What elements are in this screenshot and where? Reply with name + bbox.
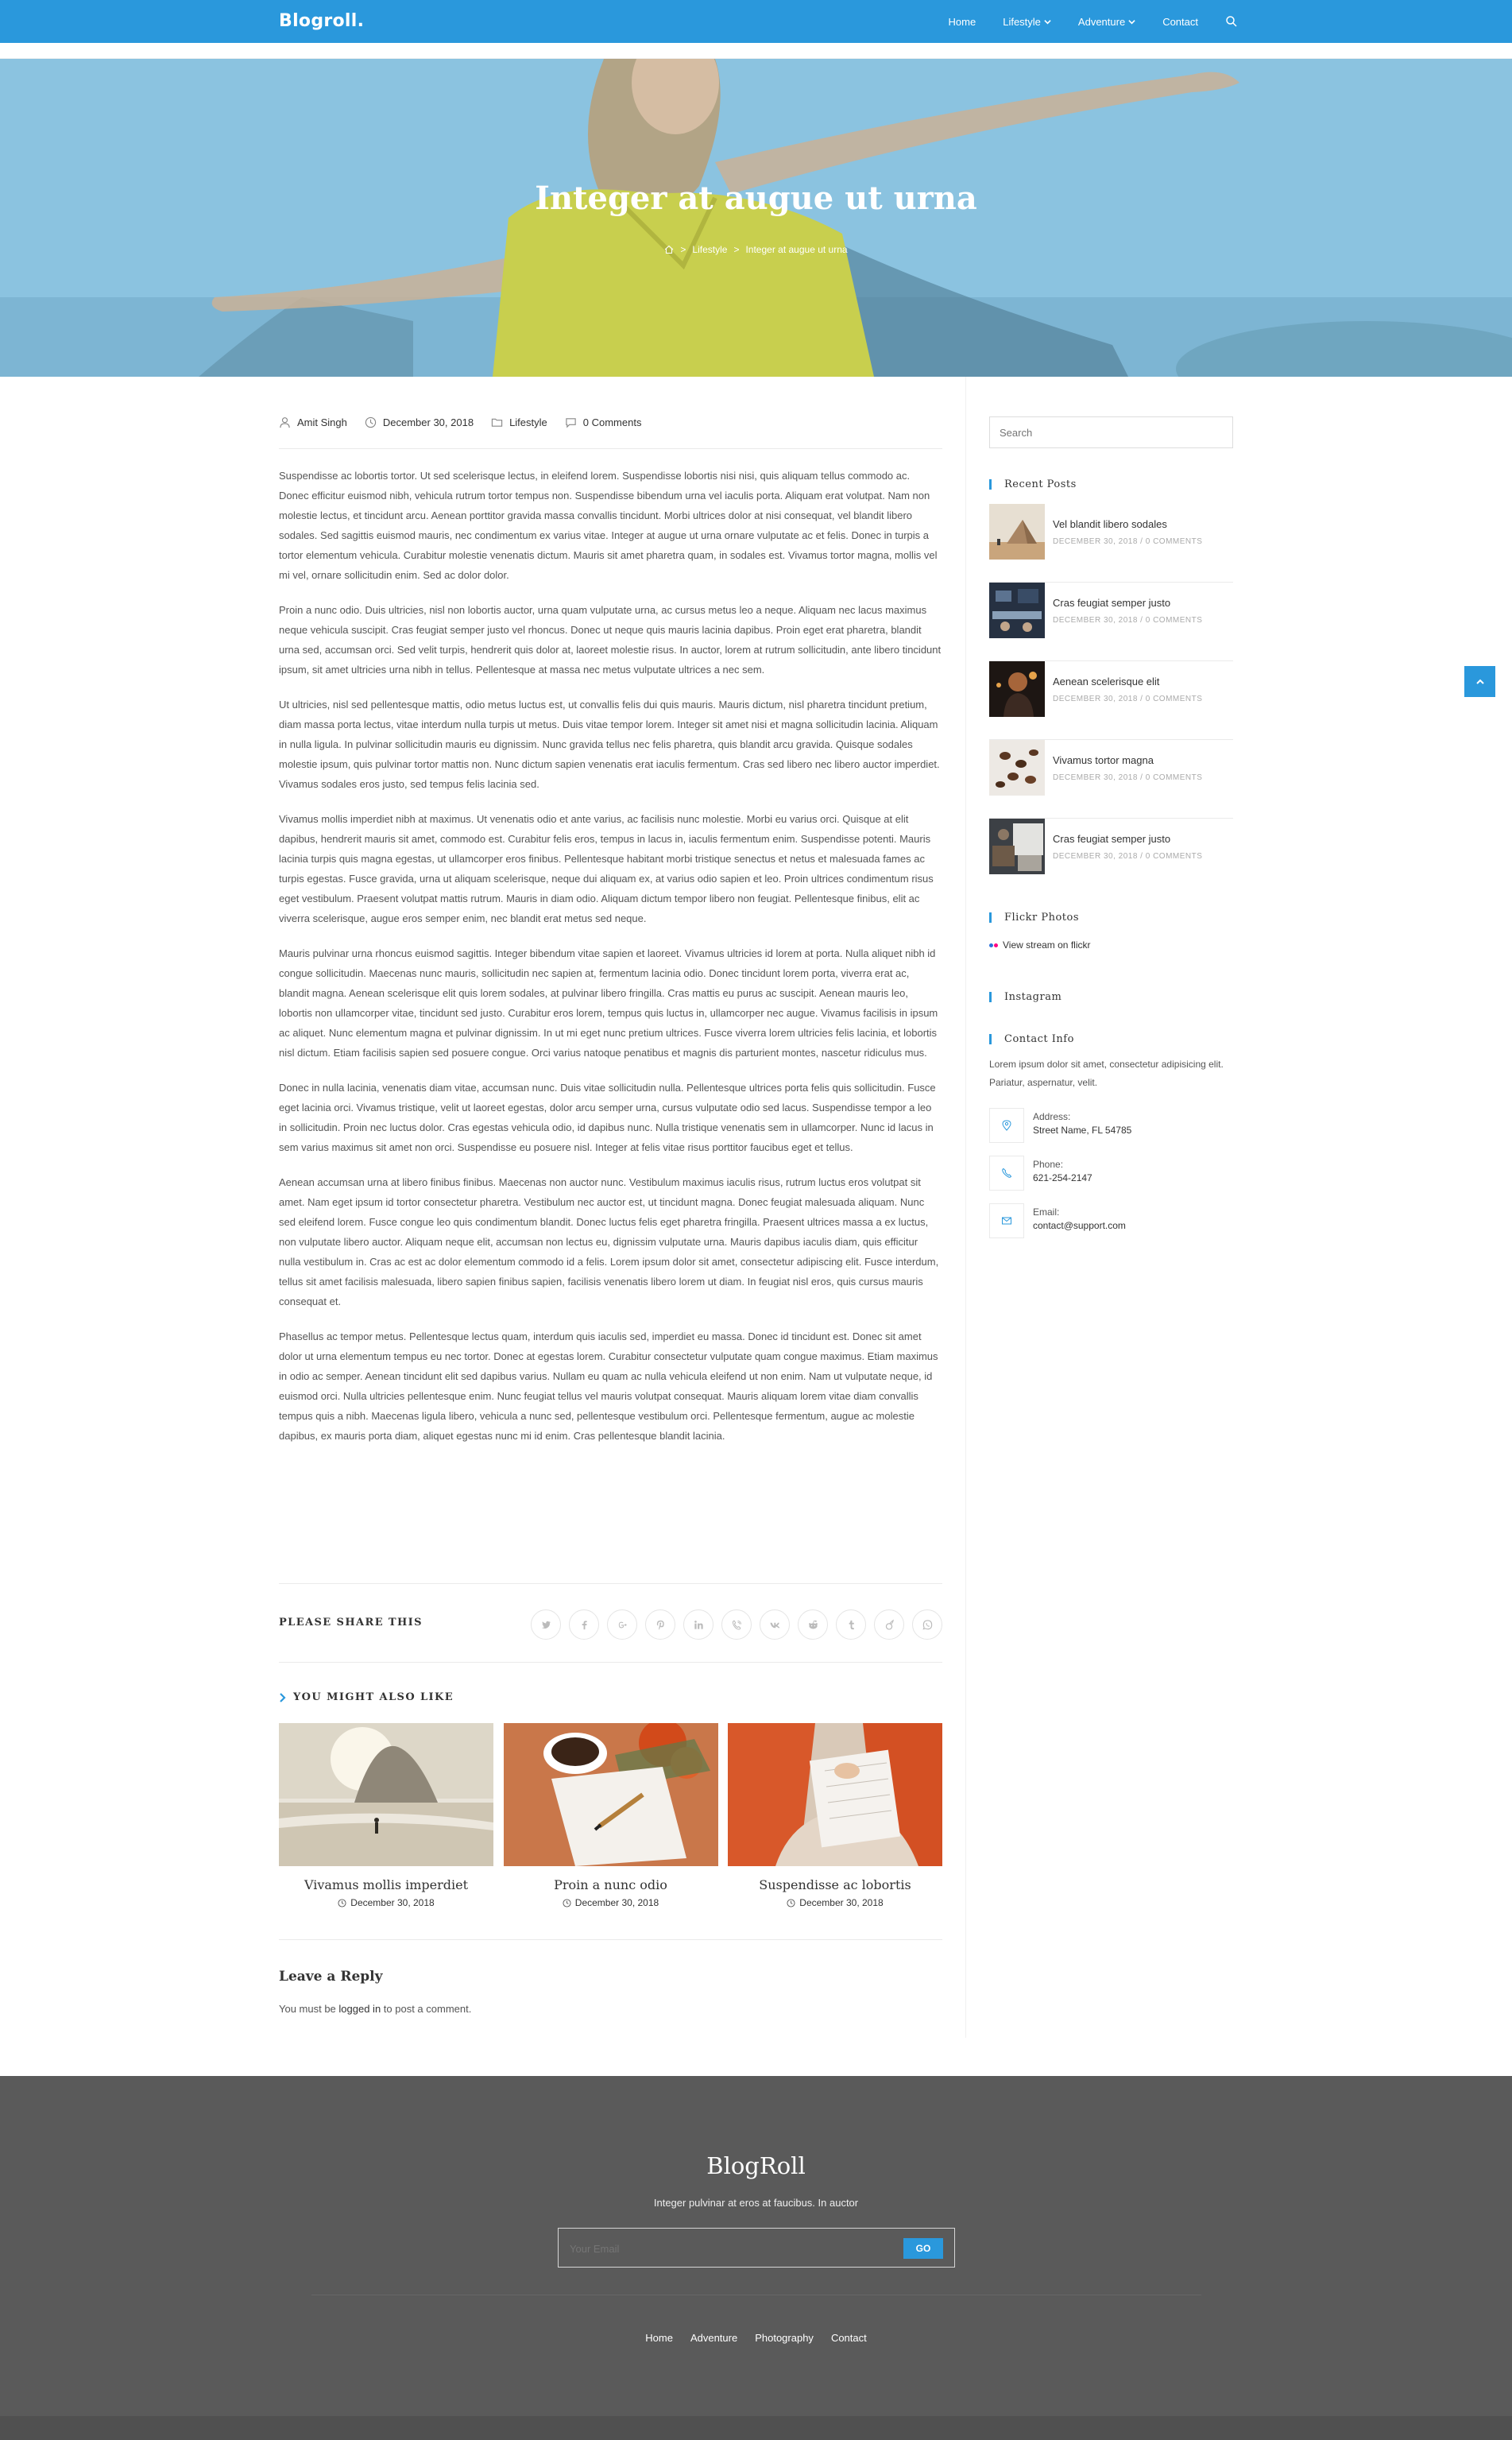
newsletter-submit-button[interactable]: GO xyxy=(903,2238,943,2259)
contact-label: Email: xyxy=(1033,1206,1060,1218)
post-meta xyxy=(279,416,652,428)
location-pin-icon xyxy=(1001,1120,1012,1131)
related-posts xyxy=(279,1723,942,1908)
recent-post-title[interactable]: Cras feugiat semper justo xyxy=(1053,833,1171,845)
contact-value: Street Name, FL 54785 xyxy=(1033,1125,1132,1136)
recent-post-meta: DECEMBER 30, 2018 / 0 COMMENTS xyxy=(1053,537,1203,546)
nav-label: Lifestyle xyxy=(1003,15,1041,28)
newsletter-form xyxy=(558,2228,955,2268)
divider xyxy=(279,1939,942,1940)
related-post-card[interactable] xyxy=(504,1723,718,1908)
share-vk-button[interactable] xyxy=(760,1609,790,1640)
related-post-title[interactable]: Vivamus mollis imperdiet xyxy=(304,1877,469,1892)
breadcrumb-separator: > xyxy=(680,244,686,255)
chevron-right-icon xyxy=(279,1693,287,1702)
header-spacer xyxy=(0,43,1512,59)
contact-value[interactable]: 621-254-2147 xyxy=(1033,1172,1092,1183)
contact-icon-box xyxy=(989,1108,1024,1143)
post-paragraph: Proin a nunc odio. Duis ultricies, nisl non lobortis auctor, urna quam vulputate urna, ac cursus metus leo a neque. Aliquam nec lacus maximus neque vehicula suscipit. Cras feugiat semper justo vel rhoncus. Donec ut neque quis mauris lacinia dapibus. Proin eget erat pharetra, blandit urna sed, accumsan orci. Sed velit turpis, hendrerit quis dolor at, laoreet molestie risus. In auctor, lorem at rutrum sollicitudin, ante libero tincidunt ipsum, sit amet ultricies urna nibh in tellus. Pellentesque at massa nec metus vulputate ultrices a nec sem. xyxy=(279,604,942,676)
contact-info-title: Contact Info xyxy=(989,1033,1074,1045)
post-author-name[interactable]: Amit Singh xyxy=(297,416,347,428)
recent-post-date: DECEMBER 30, 2018 xyxy=(1053,616,1138,625)
twitter-icon xyxy=(540,1619,552,1631)
search-icon[interactable] xyxy=(1225,15,1238,28)
tumblr-icon xyxy=(845,1619,857,1631)
post-category-link[interactable]: Lifestyle xyxy=(509,416,547,428)
related-post-card[interactable] xyxy=(728,1723,942,1908)
comment-icon xyxy=(565,416,577,428)
back-to-top-button[interactable] xyxy=(1464,666,1495,697)
share-pinterest-button[interactable] xyxy=(645,1609,675,1640)
recent-post-comments[interactable]: 0 COMMENTS xyxy=(1145,695,1203,703)
reddit-icon xyxy=(807,1619,819,1631)
post-author xyxy=(279,416,347,428)
recent-post[interactable] xyxy=(989,740,1233,819)
site-footer xyxy=(0,2076,1512,2416)
site-logo[interactable]: Blogroll. xyxy=(279,11,365,31)
contact-icon-box xyxy=(989,1156,1024,1191)
share-bar xyxy=(279,1583,942,1663)
recent-post-comments[interactable]: 0 COMMENTS xyxy=(1145,537,1203,546)
flickr-link-text[interactable]: View stream on flickr xyxy=(1003,939,1091,951)
contact-description: Lorem ipsum dolor sit amet, consectetur adipisicing elit. Pariatur, aspernatur, velit. xyxy=(989,1059,1224,1088)
related-post-image[interactable] xyxy=(279,1723,493,1866)
post-paragraph: Aenean accumsan urna at libero finibus finibus. Maecenas non auctor nunc. Vestibulum maximus iaculis risus, rutrum luctus eros volutpat sit amet. Nam eget ipsum id tortor consectetur pharetra. Vestibulum nec auctor est, ut tincidunt magna. Donec feugiat malesuada aliquam. Nunc sed eleifend lorem. Fusce congue leo quis condimentum blandit. Donec luctus felis eget pharetra fringilla. Praesent ultrices massa a ex luctus, non vulputate libero auctor. Aliquam neque elit, accumsan non lectus eu, dignissim vulputate urna. Mauris dapibus iaculis diam, quis efficitur nulla vestibulum in. Cras ac est ac dolor elementum commodo id a felis. Lorem ipsum dolor sit amet, consectetur adipiscing elit. Fusce interdum, tellus sit amet facilisis malesuada, libero sapien finibus sapien, facilisis venenatis libero lorem ut diam. In feugiat nisl eros, quis cursus mauris consequat et. xyxy=(279,1176,939,1307)
recent-post-meta: DECEMBER 30, 2018 / 0 COMMENTS xyxy=(1053,852,1203,861)
post-date-text: December 30, 2018 xyxy=(382,416,474,428)
recent-post-meta: DECEMBER 30, 2018 / 0 COMMENTS xyxy=(1053,773,1203,782)
share-reddit-button[interactable] xyxy=(798,1609,828,1640)
share-facebook-button[interactable] xyxy=(569,1609,599,1640)
whatsapp-icon xyxy=(922,1619,934,1631)
post-comments-link[interactable]: 0 Comments xyxy=(582,416,642,428)
reply-note-suffix: to post a comment. xyxy=(381,2003,472,2015)
share-linkedin-button[interactable] xyxy=(683,1609,713,1640)
flickr-icon xyxy=(989,943,998,947)
clock-icon xyxy=(563,1899,571,1907)
main-nav xyxy=(949,0,1238,43)
flickr-stream-link[interactable] xyxy=(989,939,1090,951)
divider xyxy=(279,448,942,449)
nav-item-home[interactable] xyxy=(949,16,976,28)
recent-post[interactable] xyxy=(989,819,1233,897)
breadcrumb-current: Integer at augue ut urna xyxy=(745,244,848,255)
reply-note-prefix: You must be xyxy=(279,2003,339,2015)
footer-nav-home[interactable]: Home xyxy=(645,2332,673,2344)
footer-nav xyxy=(0,2332,1512,2344)
share-googleplus-button[interactable] xyxy=(607,1609,637,1640)
footer-bottom-bar xyxy=(0,2416,1512,2440)
related-post-card[interactable] xyxy=(279,1723,493,1908)
page-title: Integer at augue ut urna xyxy=(535,180,977,217)
recent-post-meta: DECEMBER 30, 2018 / 0 COMMENTS xyxy=(1053,695,1203,703)
sidebar-divider xyxy=(965,377,966,2038)
instagram-title: Instagram xyxy=(989,991,1061,1003)
related-posts-title-text: YOU MIGHT ALSO LIKE xyxy=(293,1691,454,1703)
breadcrumb-category[interactable]: Lifestyle xyxy=(692,244,728,255)
related-post-image[interactable] xyxy=(728,1723,942,1866)
hero-image xyxy=(0,59,1512,377)
related-posts-title xyxy=(279,1691,454,1703)
footer-title: BlogRoll xyxy=(706,2152,806,2179)
related-post-date xyxy=(279,1897,493,1908)
phone-icon xyxy=(1001,1168,1012,1179)
recent-post-date: DECEMBER 30, 2018 xyxy=(1053,695,1138,703)
google-plus-icon xyxy=(617,1619,628,1631)
share-tumblr-button[interactable] xyxy=(836,1609,866,1640)
post-body xyxy=(279,466,942,1461)
footer-nav-contact[interactable]: Contact xyxy=(830,2332,867,2344)
recent-posts-list xyxy=(989,504,1233,897)
reply-login-note xyxy=(279,2003,471,2015)
post-paragraph: Suspendisse ac lobortis tortor. Ut sed scelerisque lectus, in eleifend lorem. Suspendisse lobortis nisi nisi, quis aliquam tellus commodo ac. Donec efficitur euismod nibh, vehicula rutrum tortor tempus non. Suspendisse bibendum urna vel iaculis porta. Aliquam erat volutpat. Nam non molestie lectus, et tincidunt arcu. Aenean porttitor gravida massa convallis tincidunt. Morbi ultrices dolor at nisi consequat, vel blandit libero sodales. Sed sagittis euismod mauris, nec condimentum ex varius vitae. Integer at augue ut urna ornare vulputate ac et felis. Donec in turpis a tortor elementum vehicula. Curabitur molestie venenatis dictum. Mauris sit amet pharetra quam, in sodales est. Vivamus tortor magna, mollis vel mi vel, ornare sollicitudin enim. Sed ac dolor dolor. xyxy=(279,470,938,581)
site-header xyxy=(0,0,1512,43)
share-viadeo-button[interactable] xyxy=(874,1609,904,1640)
contact-email xyxy=(989,1203,1233,1240)
vk-icon xyxy=(769,1619,781,1631)
recent-post-title[interactable]: Vivamus tortor magna xyxy=(1053,754,1154,766)
nav-item-lifestyle[interactable] xyxy=(1003,16,1051,28)
recent-post-date: DECEMBER 30, 2018 xyxy=(1053,773,1138,782)
recent-post-thumbnail[interactable] xyxy=(989,740,1045,796)
footer-nav-adventure[interactable]: Adventure xyxy=(690,2332,738,2344)
related-post-date xyxy=(728,1897,942,1908)
recent-post-comments[interactable]: 0 COMMENTS xyxy=(1145,616,1203,625)
footer-nav-photography[interactable]: Photography xyxy=(755,2332,814,2344)
recent-post-comments[interactable]: 0 COMMENTS xyxy=(1145,773,1203,782)
related-post-image[interactable] xyxy=(504,1723,718,1866)
contact-address xyxy=(989,1108,1233,1144)
viadeo-icon xyxy=(884,1619,895,1631)
recent-post[interactable] xyxy=(989,504,1233,583)
footer-tagline: Integer pulvinar at eros at faucibus. In auctor xyxy=(653,2197,859,2209)
nav-label: Contact xyxy=(1162,15,1198,28)
post-paragraph: Phasellus ac tempor metus. Pellentesque lectus quam, interdum quis iaculis sed, imperdiet eu massa. Donec id tincidunt est. Donec sit amet dolor ut urna elementum tempus eu nec tortor. Donec at egestas lorem. Curabitur consectetur vulputate quam congue maximus. Etiam maximus in odio ac semper. Aenean tincidunt elit sed dapibus varius. Nullam eu quam ac nulla vehicula eleifend ut non enim. Nam ut vulputate neque, id euismod orci. Nulla ultricies pellentesque enim. Nunc feugiat tellus vel mauris volutpat consequat. Mauris aliquam lorem vitae diam convallis tempus quis a nibh. Maecenas ligula libero, vehicula a nunc sed, pellentesque vestibulum orci. Pellentesque fermentum, augue ac molestie dapibus, ex mauris porta diam, aliquet egestas nunc mi id enim. Cras pellentesque blandit lacinia. xyxy=(279,1330,938,1442)
recent-post-comments[interactable]: 0 COMMENTS xyxy=(1145,852,1203,861)
viber-icon xyxy=(731,1619,743,1631)
nav-label: Adventure xyxy=(1077,15,1126,28)
post-paragraph: Donec in nulla lacinia, venenatis diam vitae, accumsan nunc. Duis vitae sollicitudin nulla. Pellentesque ultrices porta felis quis sollicitudin. Fusce eget lacinia orci. Vivamus tristique, velit ut laoreet egestas, dolor arcu semper urna, cursus vulputate odio sed lacus. Suspendisse tempor a leo in sollicitudin. Proin nec luctus dolor. Cras egestas vehicula odio, id dapibus nunc. Nulla tristique venenatis sem in ullamcorper. Nunc id lacus in sem varius maximus sit amet non orci. Suspendisse eu posuere nisl. Integer at felis vitae risus porttitor faucibus eget et tellus. xyxy=(279,1082,936,1153)
recent-post-title[interactable]: Aenean scelerisque elit xyxy=(1053,676,1160,687)
clock-icon xyxy=(787,1899,795,1907)
related-post-title[interactable]: Proin a nunc odio xyxy=(554,1877,667,1892)
contact-label: Phone: xyxy=(1033,1159,1064,1170)
recent-post-date: DECEMBER 30, 2018 xyxy=(1053,852,1138,861)
recent-posts-title: Recent Posts xyxy=(989,478,1077,490)
clock-icon xyxy=(365,416,377,428)
related-post-date xyxy=(504,1897,718,1908)
post-comments xyxy=(565,416,642,428)
post-paragraph: Ut ultricies, nisl sed pellentesque mattis, odio metus luctus est, ut convallis felis dui quis mauris. Mauris dictum, nisl pharetra tincidunt pretium, diam massa porta lectus, vitae interdum nulla turpis ut metus. Duis vitae tempor lorem. Integer sit amet nisi et magna sollicitudin lacinia. Aliquam in nulla ligula. In pulvinar sollicitudin mauris eu dignissim. Nunc gravida tellus nec felis pharetra, quis blandit arcu gravida. Quisque sodales molestie ipsum, quis pulvinar tortor mattis non. Nunc dictum sapien venenatis erat iaculis fermentum. Cras sed libero nec libero auctor imperdiet. Vivamus sodales eros justo, sed tempus felis lacinia sed. xyxy=(279,699,940,790)
contact-value[interactable]: contact@support.com xyxy=(1033,1220,1126,1231)
email-icon xyxy=(1001,1215,1012,1226)
post-paragraph: Mauris pulvinar urna rhoncus euismod sagittis. Integer bibendum vitae sapien et laoreet. Vivamus ultricies id lorem at porta. Nulla aliquet nibh id congue sollicitudin. Maecenas nunc mauris, sollicitudin nec sapien at, fermentum lacinia odio. Donec tincidunt lorem porta, viverra erat ac, blandit magna. Aenean scelerisque elit quis lorem sodales, at pulvinar libero fringilla. Cras mattis eu purus ac suscipit. Aenean mauris leo, lobortis non ullamcorper vitae, tincidunt sed justo. Curabitur eros lorem, tempus quis luctus in, ullamcorper nec augue. Vivamus facilisis in ipsum ac aliquet. Nunc elementum magna et pulvinar dignissim. In ut mi eget nunc pretium ultrices. Fusce viverra lorem ultricies felis lacinia, et lobortis nisl dictum. Etiam facilisis sapien sed posuere congue. Orci varius natoque penatibus et magnis dis parturient montes, nascetur ridiculus mus. xyxy=(279,947,938,1059)
recent-post[interactable] xyxy=(989,583,1233,661)
nav-item-contact[interactable] xyxy=(1162,16,1198,28)
recent-post-title[interactable]: Cras feugiat semper justo xyxy=(1053,597,1171,609)
home-icon[interactable] xyxy=(664,245,674,254)
chevron-down-icon xyxy=(1044,18,1051,25)
facebook-icon xyxy=(578,1619,590,1631)
login-link[interactable]: logged in xyxy=(338,2003,381,2015)
page-hero xyxy=(0,59,1512,377)
linkedin-icon xyxy=(693,1619,705,1631)
recent-post[interactable] xyxy=(989,661,1233,740)
contact-phone xyxy=(989,1156,1233,1192)
post-category xyxy=(491,416,547,428)
nav-label: Home xyxy=(948,15,976,28)
contact-icon-box xyxy=(989,1203,1024,1238)
share-label: PLEASE SHARE THIS xyxy=(279,1617,423,1629)
recent-post-meta: DECEMBER 30, 2018 / 0 COMMENTS xyxy=(1053,616,1203,625)
recent-post-thumbnail[interactable] xyxy=(989,583,1045,638)
post-date xyxy=(365,416,474,428)
recent-post-date: DECEMBER 30, 2018 xyxy=(1053,537,1138,546)
recent-post-thumbnail[interactable] xyxy=(989,504,1045,560)
reply-title: Leave a Reply xyxy=(279,1969,383,1985)
flickr-title: Flickr Photos xyxy=(989,912,1079,924)
recent-post-thumbnail[interactable] xyxy=(989,661,1045,717)
pinterest-icon xyxy=(655,1619,667,1631)
breadcrumb-separator: > xyxy=(733,244,740,255)
share-icons xyxy=(531,1609,942,1640)
share-whatsapp-button[interactable] xyxy=(912,1609,942,1640)
share-twitter-button[interactable] xyxy=(531,1609,561,1640)
clock-icon xyxy=(338,1899,346,1907)
recent-post-thumbnail[interactable] xyxy=(989,819,1045,874)
share-viber-button[interactable] xyxy=(721,1609,752,1640)
post-paragraph: Vivamus mollis imperdiet nibh at maximus. Ut venenatis odio et ante varius, ac facilisis nunc molestie. Morbi eu varius orci. Quisque at elit dapibus, hendrerit mauris sit amet, commodo est. Curabitur felis eros, tempus in lacus in, iaculis fermentum enim. Suspendisse potenti. Mauris lacinia turpis quis magna egestas, ut ullamcorper eros finibus. Pellentesque habitant morbi tristique senectus et netus et malesuada fames ac turpis egestas. Fusce gravida, urna ut aliquam scelerisque, neque dui aliquam ex, at varius odio sapien et leo. Proin ultrices condimentum risus eget vestibulum. Praesent volutpat mattis rutrum. Mauris in diam odio. Aliquam dictum tempor libero non feugiat. Pellentesque finibus, elit ac viverra scelerisque, augue eros semper enim, nec blandit erat metus sed neque. xyxy=(279,813,934,924)
recent-post-title[interactable]: Vel blandit libero sodales xyxy=(1053,518,1167,530)
chevron-up-icon xyxy=(1475,677,1485,687)
related-post-date-text: December 30, 2018 xyxy=(799,1897,884,1908)
related-post-date-text: December 30, 2018 xyxy=(574,1897,659,1908)
user-icon xyxy=(279,416,291,428)
related-post-title[interactable]: Suspendisse ac lobortis xyxy=(759,1877,911,1892)
contact-label: Address: xyxy=(1033,1111,1071,1122)
folder-icon xyxy=(491,416,503,428)
breadcrumb xyxy=(0,244,1512,255)
newsletter-email-input[interactable] xyxy=(570,2240,887,2257)
chevron-down-icon xyxy=(1128,18,1135,25)
search-input[interactable] xyxy=(989,416,1233,448)
related-post-date-text: December 30, 2018 xyxy=(350,1897,435,1908)
nav-item-adventure[interactable] xyxy=(1078,16,1135,28)
